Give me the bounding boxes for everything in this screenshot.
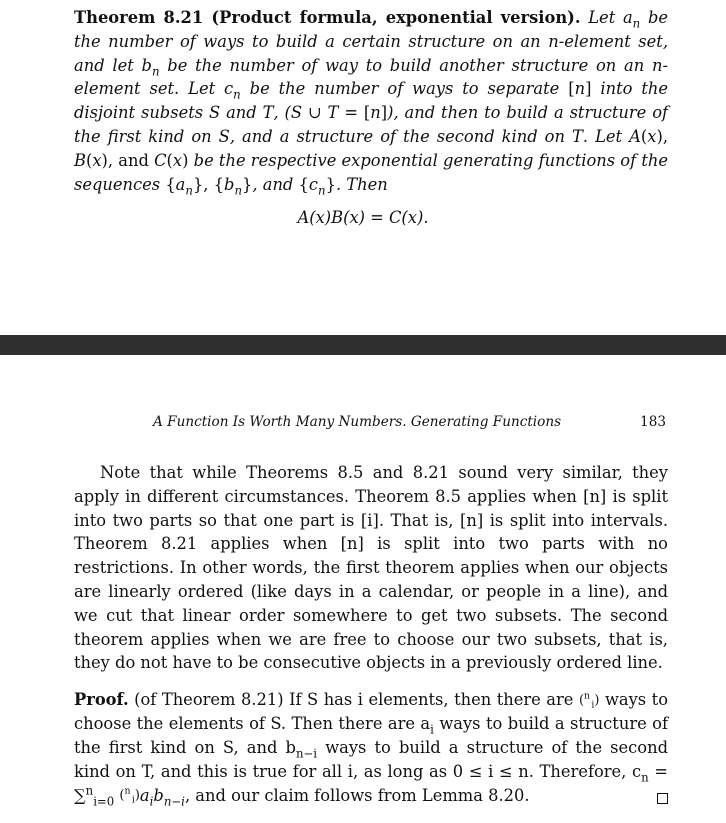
- note-paragraph: Note that while Theorems 8.5 and 8.21 sound very similar, they apply in different circumstances. Theorem 8.5 applies when [n] is split into two parts so that one part is [i]. That is, [n] is split into intervals. Theorem 8.21 applies when [n] is split into two parts with no restrictions. In other words, the first theorem applies when our objects are linearly ordered (like days in a calendar, or people in a line), and we cut that linear order somewhere to get two subsets. The second theorem applies when we are free to choose our two subsets, that is, they do not have to be consecutive objects in a previously ordered line.: [74, 463, 668, 673]
- theorem-8-21: Theorem 8.21 (Product formula, exponential version). Let $a_n$ be the number of ways to build a certain structure on an n-element set, and let $b_n$ be the number of way to build another structure on an n-element set. Let $c_n$ be the number of ways to separate [n] into the disjoint subsets S and T, (S ∪ T = [n]), and then to build a structure of the first kind on S, and a structure of the second kind on T. Let A(x), B(x), and C(x) be the respective exponential generating functions of the sequences $\{a_n\}$, $\{b_n\}$, and $\{c_n\}$. Then: [74, 8, 669, 197]
- display-formula: A(x)B(x) = C(x).: [297, 208, 429, 227]
- running-head: A Function Is Worth Many Numbers. Generating Functions: [153, 414, 562, 430]
- page-183: [0, 355, 726, 823]
- page-separator-bar: [0, 335, 726, 355]
- top-page-fragment: [0, 0, 726, 335]
- proof-head: Proof.: [74, 690, 129, 709]
- theorem-head: Theorem 8.21 (Product formula, exponential version).: [74, 8, 581, 27]
- qed-square-icon: [657, 793, 668, 804]
- page-number: 183: [640, 414, 666, 430]
- proof-paragraph: Proof. (of Theorem 8.21) If S has i elements, then there are ($^n$ $_i$) ways to choose the elements of S. Then there are $a_i$ ways to build a structure of the first kind on S, and $b_{n-i}$ ways to build a structure of the second kind on T, and this is true for all i, as long as 0 ≤ i ≤ n. Therefore, $c_n = \sum^n_{i=0}$ ($^n$ $_i)a_ib_{n-i}$, and our claim follows from Lemma 8.20.: [74, 690, 669, 809]
